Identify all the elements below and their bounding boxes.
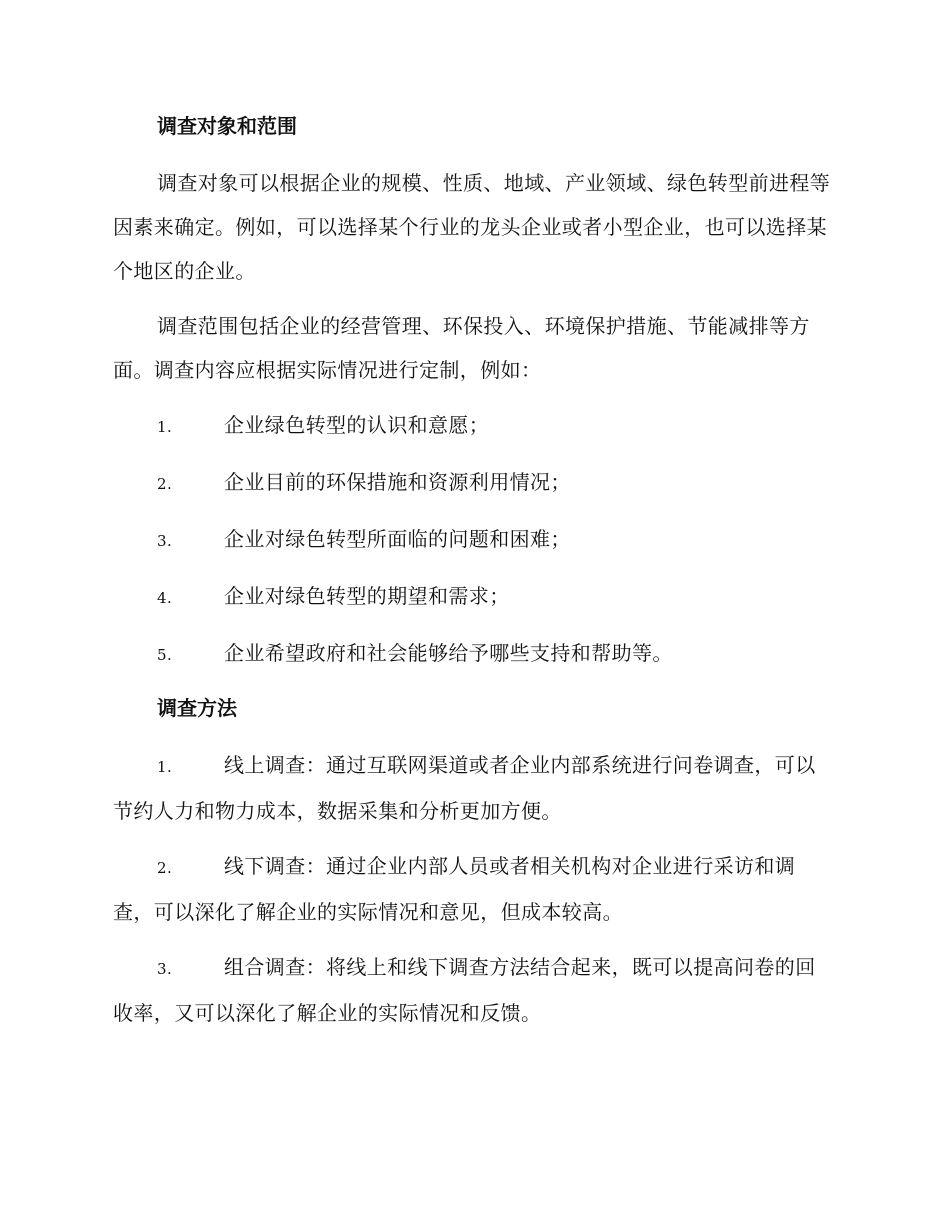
list-item-text: 线下调查：通过企业内部人员或者相关机构对企业进行采访和调查，可以深化了解企业的实际情况和意见，但成本较高。 <box>113 854 796 924</box>
list-item-text: 企业绿色转型的认识和意愿； <box>224 413 490 437</box>
list-item-text: 企业对绿色转型的期望和需求； <box>224 584 510 608</box>
section-heading-methods: 调查方法 <box>157 696 237 720</box>
list-number: 3. <box>157 532 173 550</box>
list-item <box>113 574 835 620</box>
document-body <box>113 106 835 1046</box>
list-item-text: 企业对绿色转型所面临的问题和困难； <box>224 527 571 551</box>
list-number: 4. <box>157 589 173 607</box>
list-number: 2. <box>157 475 173 493</box>
list-number: 1. <box>157 758 173 776</box>
section-heading-scope: 调查对象和范围 <box>157 114 297 138</box>
list-item-text: 线上调查：通过互联网渠道或者企业内部系统进行问卷调查，可以节约人力和物力成本，数据采集和分析更加方便。 <box>113 753 816 823</box>
list-item <box>113 844 835 934</box>
list-number: 3. <box>157 960 173 978</box>
list-item <box>113 945 835 1035</box>
list-number: 2. <box>157 859 173 877</box>
list-item <box>113 460 835 506</box>
list-item <box>113 403 835 449</box>
paragraph-survey-objects: 调查对象可以根据企业的规模、性质、地域、产业领域、绿色转型前进程等因素来确定。例如，可以选择某个行业的龙头企业或者小型企业，也可以选择某个地区的企业。 <box>113 171 831 283</box>
list-number: 1. <box>157 418 173 436</box>
list-number: 5. <box>157 646 173 664</box>
list-item <box>113 631 835 677</box>
paragraph-survey-scope: 调查范围包括企业的经营管理、环保投入、环境保护措施、节能减排等方面。调查内容应根据实际情况进行定制，例如： <box>113 314 810 382</box>
list-item-text: 组合调查：将线上和线下调查方法结合起来，既可以提高问卷的回收率，又可以深化了解企业的实际情况和反馈。 <box>113 955 816 1025</box>
list-item <box>113 517 835 563</box>
list-item-text: 企业希望政府和社会能够给予哪些支持和帮助等。 <box>224 641 673 665</box>
list-item-text: 企业目前的环保措施和资源利用情况； <box>224 470 571 494</box>
list-item <box>113 743 835 833</box>
